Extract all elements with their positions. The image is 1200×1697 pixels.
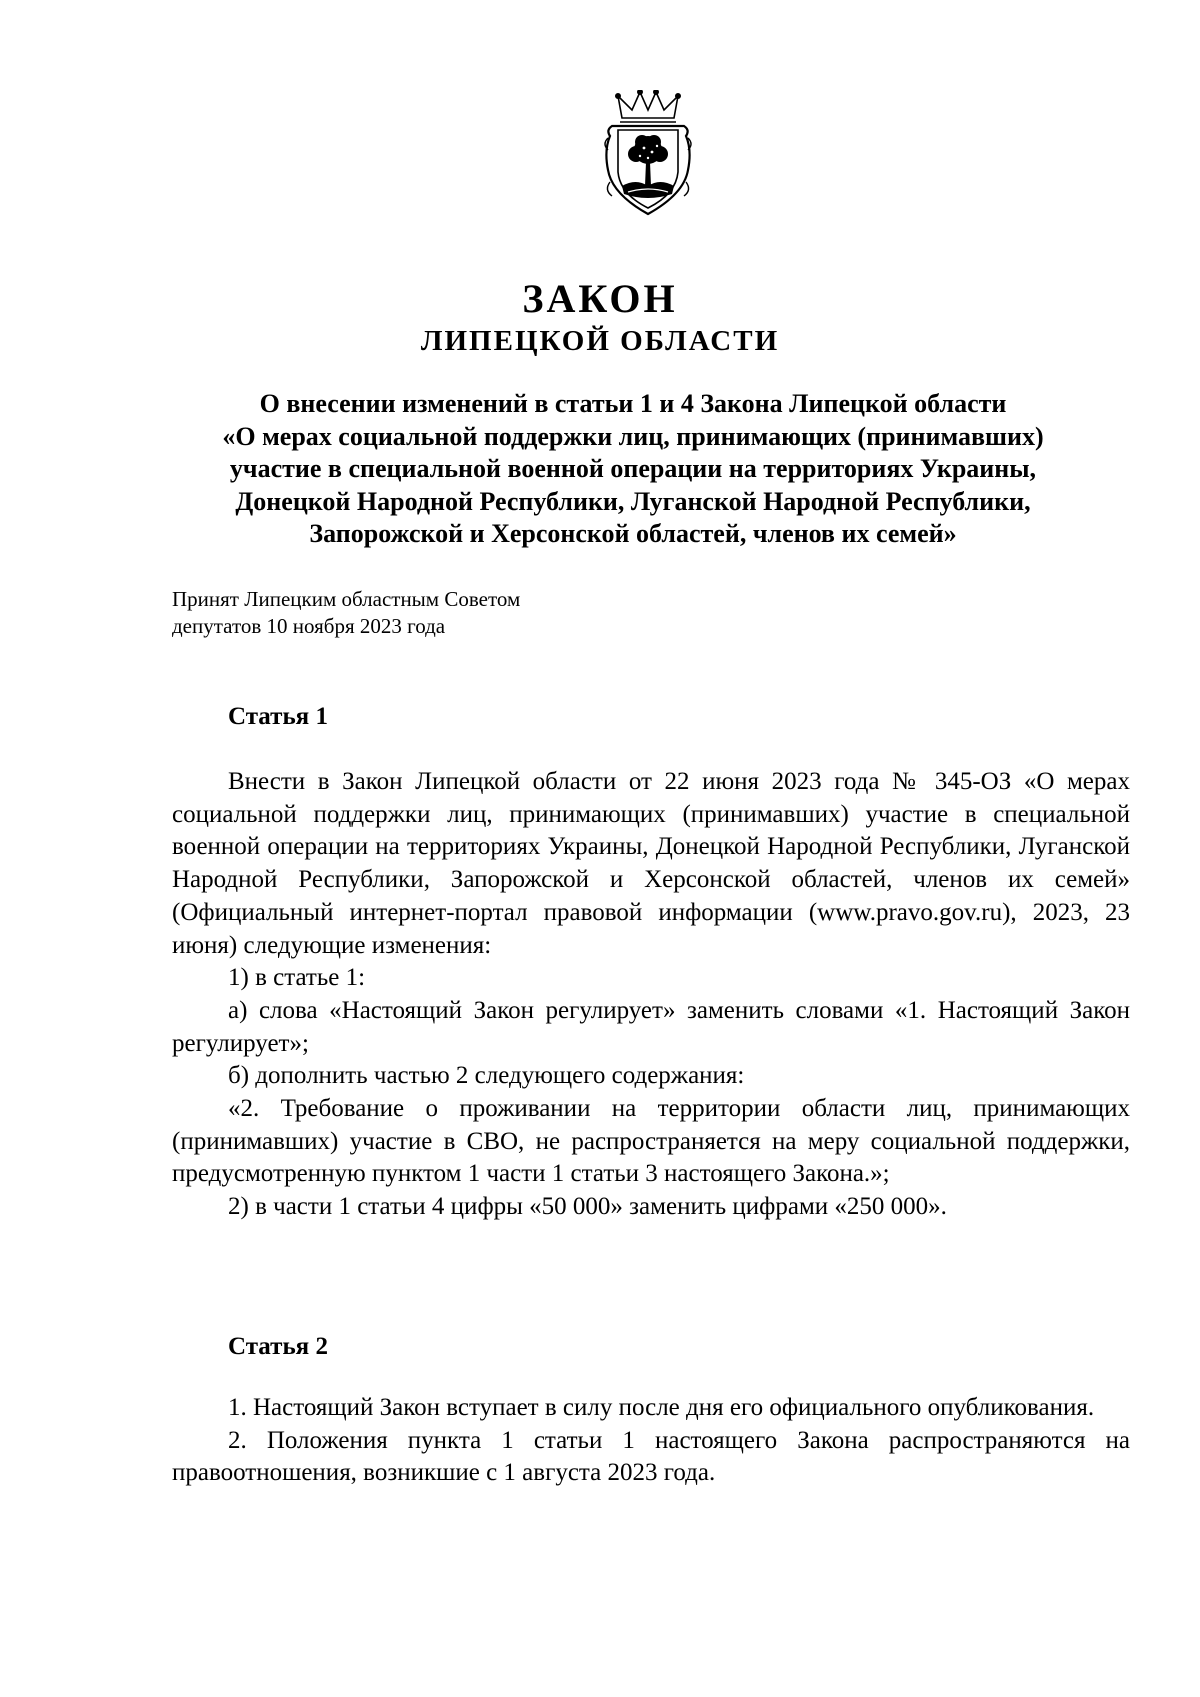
adoption-note	[172, 586, 520, 640]
article-paragraph: 1) в статье 1:	[228, 964, 366, 992]
document-subtitle: ЛИПЕЦКОЙ ОБЛАСТИ	[420, 325, 780, 357]
law-subject	[160, 388, 1106, 551]
subject-line: Донецкой Народной Республики, Луганской Народной Республики,	[235, 486, 1031, 516]
adoption-line: депутатов 10 ноября 2023 года	[172, 614, 446, 638]
article-paragraph: Внести в Закон Липецкой области от 22 июня 2023 года № 345-ОЗ «О мерах социальной поддержки лиц, принимающих (принимавших) участие в специальной военной операции на территориях Украины, Донецкой Народной Республики, Луганской Народной Республики, Запорожской и Херсонской областей, членов их семей» (Официальный интернет-портал правовой информации (www.pravo.gov.ru), 2023, 23 июня) следующие изменения:	[172, 768, 1130, 959]
article-paragraph: б) дополнить частью 2 следующего содержания:	[228, 1062, 745, 1090]
article-2-body	[172, 1392, 1130, 1490]
coat-of-arms-icon	[602, 90, 694, 220]
adoption-line: Принят Липецким областным Советом	[172, 587, 521, 611]
subject-line: Запорожской и Херсонской областей, членов их семей»	[309, 519, 957, 548]
subject-line: «О мерах социальной поддержки лиц, принимающих (принимавших)	[222, 421, 1044, 451]
article-2-heading: Статья 2	[228, 1333, 328, 1360]
article-1-body	[172, 766, 1130, 1224]
subject-line: О внесении изменений в статьи 1 и 4 Закона Липецкой области	[259, 389, 1007, 418]
document-title: ЗАКОН	[522, 276, 678, 321]
article-paragraph: 1. Настоящий Закон вступает в силу после дня его официального опубликования.	[228, 1394, 1095, 1421]
article-paragraph: «2. Требование о проживании на территории области лиц, принимающих (принимавших) участие в СВО, не распространяется на меру социальной поддержки, предусмотренную пунктом 1 части 1 статьи 3 настоящего Закона.»;	[172, 1095, 1130, 1188]
article-paragraph: а) слова «Настоящий Закон регулирует» заменить словами «1. Настоящий Закон регулирует»;	[172, 996, 1130, 1057]
article-paragraph: 2. Положения пункта 1 статьи 1 настоящего Закона распространяются на правоотношения, возникшие с 1 августа 2023 года.	[172, 1426, 1130, 1487]
article-1-heading: Статья 1	[228, 703, 328, 730]
subject-line: участие в специальной военной операции на территориях Украины,	[229, 454, 1037, 483]
article-paragraph: 2) в части 1 статьи 4 цифры «50 000» заменить цифрами «250 000».	[228, 1193, 947, 1221]
